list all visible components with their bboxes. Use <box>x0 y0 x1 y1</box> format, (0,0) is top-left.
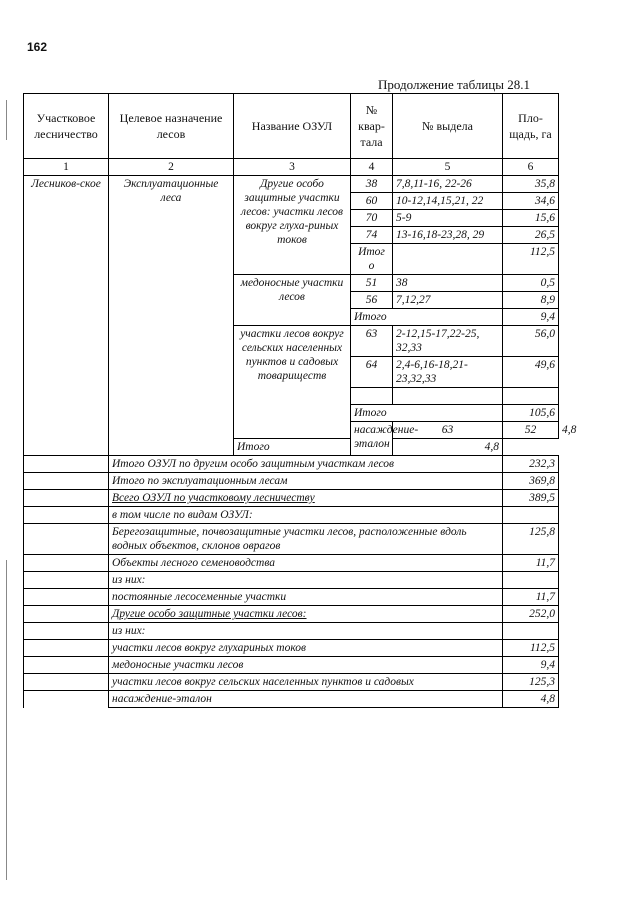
summary-row <box>24 691 559 708</box>
kvartal-cell: 51 <box>351 275 393 292</box>
summary-value: 11,7 <box>503 589 559 606</box>
empty-cell <box>24 473 109 490</box>
summary-label: насаждение-эталон <box>109 691 503 708</box>
ozul-name: медоносные участки лесов <box>234 275 351 326</box>
summary-row <box>24 640 559 657</box>
summary-label: из них: <box>109 572 503 589</box>
summary-row <box>24 456 559 473</box>
summary-value: 4,8 <box>503 691 559 708</box>
summary-label: Всего ОЗУЛ по участковому лесничеству <box>109 490 503 507</box>
summary-row <box>24 507 559 524</box>
empty-cell <box>24 456 109 473</box>
header-vydel: № выдела <box>393 94 503 159</box>
column-number: 5 <box>393 159 503 176</box>
vydel-cell: 52 <box>503 422 559 439</box>
area-cell: 49,6 <box>503 357 559 388</box>
empty-cell <box>24 640 109 657</box>
summary-value: 125,3 <box>503 674 559 691</box>
table-header-row <box>24 94 559 159</box>
summary-label: Объекты лесного семеноводства <box>109 555 503 572</box>
summary-value: 112,5 <box>503 640 559 657</box>
empty-cell <box>24 623 109 640</box>
kvartal-cell: 70 <box>351 210 393 227</box>
summary-label: Итого ОЗУЛ по другим особо защитным участкам лесов <box>109 456 503 473</box>
kvartal-cell: 60 <box>351 193 393 210</box>
summary-label: постоянные лесосеменные участки <box>109 589 503 606</box>
summary-value <box>503 507 559 524</box>
column-number: 6 <box>503 159 559 176</box>
total-value: 105,6 <box>503 405 559 422</box>
column-number: 1 <box>24 159 109 176</box>
total-value: 4,8 <box>393 439 503 456</box>
header-purpose: Целевое назначение лесов <box>109 94 234 159</box>
summary-row <box>24 555 559 572</box>
summary-row <box>24 589 559 606</box>
vydel-cell: 38 <box>393 275 503 292</box>
total-label: Итого <box>351 405 503 422</box>
area-cell: 34,6 <box>503 193 559 210</box>
summary-value: 232,3 <box>503 456 559 473</box>
empty-cell <box>24 572 109 589</box>
area-cell: 15,6 <box>503 210 559 227</box>
empty-cell <box>24 589 109 606</box>
empty-cell <box>24 490 109 507</box>
summary-label: участки лесов вокруг сельских населенных пунктов и садовых <box>109 674 503 691</box>
empty-cell <box>24 524 109 555</box>
vydel-cell: 7,12,27 <box>393 292 503 309</box>
summary-label: Итого по эксплуатационным лесам <box>109 473 503 490</box>
table-row <box>24 176 559 193</box>
page-number: 162 <box>27 40 48 54</box>
area-cell: 0,5 <box>503 275 559 292</box>
column-number: 4 <box>351 159 393 176</box>
vydel-cell <box>393 244 503 275</box>
scan-artifact <box>6 560 7 880</box>
summary-value <box>503 623 559 640</box>
summary-row <box>24 657 559 674</box>
vydel-cell: 5-9 <box>393 210 503 227</box>
ozul-name: насаждение-эталон <box>351 422 393 456</box>
kvartal-cell: 56 <box>351 292 393 309</box>
summary-value: 252,0 <box>503 606 559 623</box>
total-value: 112,5 <box>503 244 559 275</box>
summary-value <box>503 572 559 589</box>
vydel-cell: 2,4-6,16-18,21-23,32,33 <box>393 357 503 388</box>
summary-value: 11,7 <box>503 555 559 572</box>
ozul-name: участки лесов вокруг сельских населенных пунктов и садовых товариществ <box>234 326 351 439</box>
total-label: Итого <box>234 439 393 456</box>
summary-row <box>24 572 559 589</box>
empty-cell <box>503 388 559 405</box>
area-cell: 35,8 <box>503 176 559 193</box>
empty-cell <box>24 507 109 524</box>
kvartal-cell: 63 <box>351 326 393 357</box>
summary-value: 389,5 <box>503 490 559 507</box>
empty-cell <box>351 388 393 405</box>
table-row: насаждение-эталон 63 52 4,8 <box>24 422 559 439</box>
empty-cell <box>24 606 109 623</box>
vydel-cell: 13-16,18-23,28, 29 <box>393 227 503 244</box>
ozul-name: Другие особо защитные участки лесов: участки лесов вокруг глуха-риных токов <box>234 176 351 275</box>
area-cell: 26,5 <box>503 227 559 244</box>
empty-cell <box>24 674 109 691</box>
kvartal-cell: 74 <box>351 227 393 244</box>
summary-label: в том числе по видам ОЗУЛ: <box>109 507 503 524</box>
area-cell: 8,9 <box>503 292 559 309</box>
scan-artifact <box>6 100 7 140</box>
summary-section <box>24 456 559 708</box>
header-kvartal: № квар-тала <box>351 94 393 159</box>
summary-label: Берегозащитные, почвозащитные участки лесов, расположенные вдоль водных объектов, склонов оврагов <box>109 524 503 555</box>
summary-value: 125,8 <box>503 524 559 555</box>
empty-cell <box>24 657 109 674</box>
summary-label: медоносные участки лесов <box>109 657 503 674</box>
forest-purpose: Эксплуатационные леса <box>109 176 234 456</box>
table-caption: Продолжение таблицы 28.1 <box>378 77 530 92</box>
empty-cell <box>393 388 503 405</box>
column-number: 2 <box>109 159 234 176</box>
summary-value: 9,4 <box>503 657 559 674</box>
vydel-cell: 2-12,15-17,22-25, 32,33 <box>393 326 503 357</box>
summary-row <box>24 473 559 490</box>
forestry-name: Лесников-ское <box>24 176 109 456</box>
forest-table <box>23 93 577 708</box>
summary-row <box>24 623 559 640</box>
header-ozul-name: Название ОЗУЛ <box>234 94 351 159</box>
summary-label: Другие особо защитные участки лесов: <box>109 606 503 623</box>
header-forestry: Участковое лесничество <box>24 94 109 159</box>
vydel-cell: 7,8,11-16, 22-26 <box>393 176 503 193</box>
vydel-cell: 10-12,14,15,21, 22 <box>393 193 503 210</box>
area-cell: 56,0 <box>503 326 559 357</box>
kvartal-cell: 63 <box>393 422 503 439</box>
summary-row <box>24 606 559 623</box>
column-number: 3 <box>234 159 351 176</box>
total-value: 9,4 <box>503 309 559 326</box>
empty-cell <box>24 555 109 572</box>
summary-row <box>24 674 559 691</box>
summary-value: 369,8 <box>503 473 559 490</box>
kvartal-cell: 38 <box>351 176 393 193</box>
summary-row <box>24 524 559 555</box>
column-number-row <box>24 159 559 176</box>
summary-row <box>24 490 559 507</box>
header-area: Пло-щадь, га <box>503 94 559 159</box>
summary-label: участки лесов вокруг глухариных токов <box>109 640 503 657</box>
empty-cell <box>24 691 109 708</box>
total-label: Итог о <box>351 244 393 275</box>
summary-label: из них: <box>109 623 503 640</box>
total-label: Итого <box>351 309 503 326</box>
kvartal-cell: 64 <box>351 357 393 388</box>
